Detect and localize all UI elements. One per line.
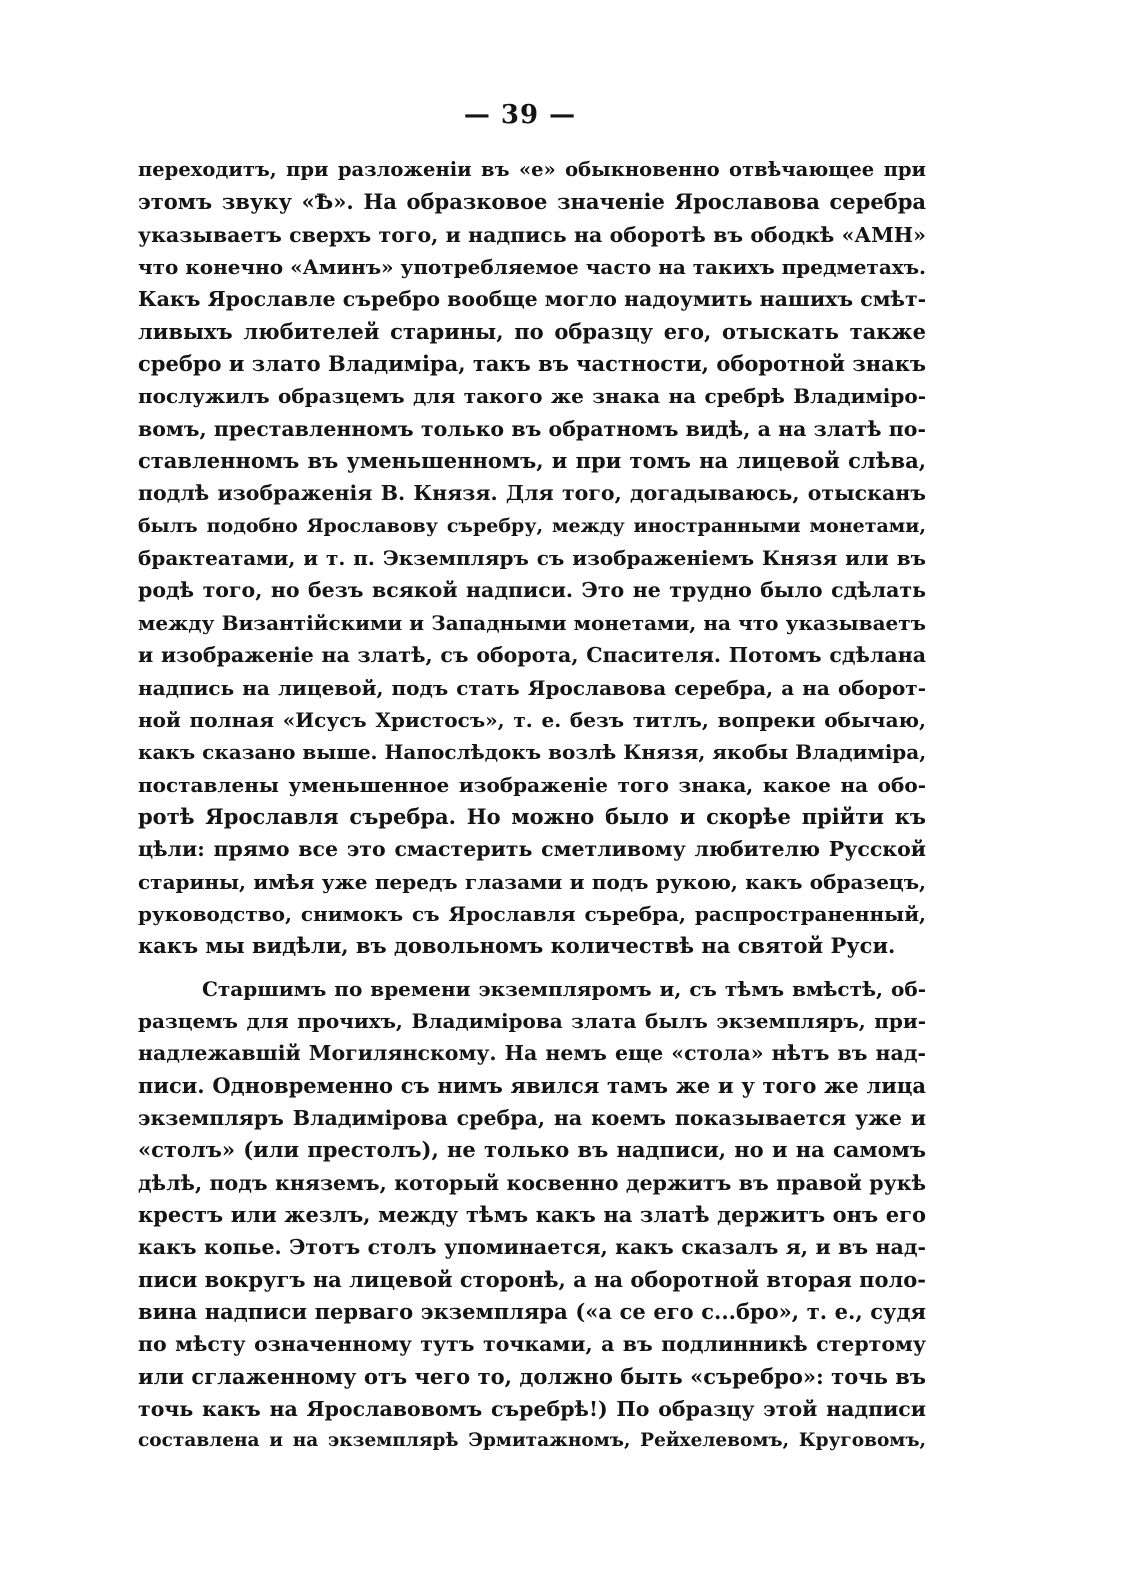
- text-line: руководство, снимокъ съ Ярославля съребра, распространенный,: [138, 901, 926, 926]
- text-line: что конечно «Аминъ» употребляемое часто на такихъ предметахъ.: [138, 255, 926, 280]
- text-line: сребро и злато Владимiра, такъ въ частности, оборотной знакъ: [138, 351, 926, 377]
- paragraph-1: [138, 154, 926, 963]
- text-line: этомъ звуку «Ѣ». На образковое значенiе Ярославова серебра: [138, 189, 926, 215]
- text-line: между Византiйскими и Западными монетами, на что указываетъ: [138, 610, 926, 635]
- body-text: [138, 154, 926, 1458]
- text-line: надлежавшiй Могилянскому. На немъ еще «стола» нѣтъ въ над-: [138, 1041, 926, 1066]
- text-line: цѣли: прямо все это смастерить сметливому любителю Русской: [138, 837, 926, 862]
- text-line: писи вокругъ на лицевой сторонѣ, а на оборотной вторая поло-: [138, 1266, 926, 1292]
- text-line: ставленномъ въ уменьшенномъ, и при томъ на лицевой слѣва,: [138, 448, 926, 474]
- text-line: ливыхъ любителей старины, по образцу его, отыскать также: [138, 318, 926, 344]
- page-number: — 39 —: [463, 100, 577, 130]
- text-line: и изображенiе на златѣ, съ оборота, Спасителя. Потомъ сдѣлана: [138, 643, 926, 668]
- text-line: надпись на лицевой, подъ стать Ярославова серебра, а на оборот-: [138, 675, 926, 700]
- text-line: родѣ того, но безъ всякой надписи. Это не трудно было сдѣлать: [138, 578, 926, 603]
- text-line: брактеатами, и т. п. Экземпляръ съ изображенiемъ Князя или въ: [138, 546, 926, 571]
- text-line: какъ копье. Этотъ столъ упоминается, какъ сказалъ я, и въ над-: [138, 1235, 926, 1260]
- text-line: писи. Одновременно съ нимъ явился тамъ же и у того же лица: [138, 1072, 926, 1098]
- text-line: Какъ Ярославле съребро вообще могло надоумить нашихъ смѣт-: [138, 287, 926, 312]
- text-line: составлена и на экземплярѣ Эрмитажномъ, Рейхелевомъ, Круговомъ,: [138, 1430, 926, 1452]
- text-line: разцемъ для прочихъ, Владимiрова злата былъ экземпляръ, при-: [138, 1008, 926, 1033]
- text-line: «столъ» (или престолъ), не только въ надписи, но и на самомъ: [138, 1137, 926, 1163]
- text-line: послужилъ образцемъ для такого же знака на сребрѣ Владимiро-: [138, 384, 926, 409]
- text-line: какъ сказано выше. Напослѣдокъ возлѣ Князя, якобы Владимiра,: [138, 740, 926, 765]
- text-line: указываетъ сверхъ того, и надпись на оборотѣ въ ободкѣ «АМН»: [138, 222, 926, 247]
- text-line: по мѣсту означенному тутъ точками, а въ подлинникѣ стертому: [138, 1332, 926, 1357]
- text-line: ной полная «Исусъ Христосъ», т. е. безъ титлъ, вопреки обычаю,: [138, 707, 926, 732]
- text-line: дѣлѣ, подъ княземъ, который косвенно держитъ въ правой рукѣ: [138, 1170, 926, 1195]
- text-line: поставлены уменьшенное изображенiе того знака, какое на обо-: [138, 772, 926, 797]
- text-line: переходитъ, при разложенiи въ «е» обыкновенно отвѣчающее при: [138, 158, 926, 181]
- text-line: вомъ, преставленномъ только въ обратномъ видѣ, а на златѣ по-: [138, 416, 926, 441]
- text-line: точь какъ на Ярославовомъ съребрѣ!) По образцу этой надписи: [138, 1397, 926, 1422]
- text-line: экземпляръ Владимiрова сребра, на коемъ показывается уже и: [138, 1105, 926, 1130]
- text-line: старины, имѣя уже передъ глазами и подъ рукою, какъ образецъ,: [138, 869, 926, 894]
- text-line: вина надписи перваго экземпляра («а се его с...бро», т. е., судя: [138, 1299, 926, 1325]
- text-line: или сглаженному отъ чего то, должно быть «съребро»: точь въ: [138, 1363, 926, 1389]
- text-line: крестъ или жезлъ, между тѣмъ какъ на златѣ держитъ онъ его: [138, 1202, 926, 1227]
- text-line: ротѣ Ярославля съребра. Но можно было и скорѣе прiйти къ: [138, 803, 926, 829]
- paragraph-2: [138, 973, 926, 1458]
- text-line: какъ мы видѣли, въ довольномъ количествѣ на святой Руси.: [138, 933, 896, 959]
- text-line: подлѣ изображенiя В. Князя. Для того, догадываюсь, отысканъ: [138, 481, 926, 506]
- text-line: былъ подобно Ярославову съребру, между иностранными монетами,: [138, 514, 926, 537]
- text-line: Старшимъ по времени экземпляромъ и, съ тѣмъ вмѣстѣ, об-: [202, 976, 926, 1001]
